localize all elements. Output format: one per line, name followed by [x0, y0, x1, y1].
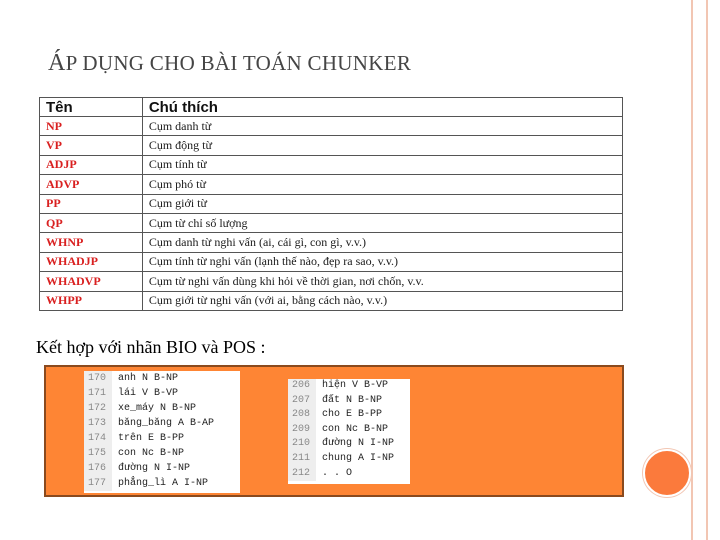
- line-number: 176: [84, 461, 112, 476]
- description-cell: Cụm động từ: [142, 136, 622, 155]
- code-sample-right: [288, 379, 410, 484]
- code-sample-left: [84, 371, 240, 493]
- tag-cell: WHNP: [40, 233, 143, 252]
- table-row: [40, 233, 623, 252]
- tag-cell: ADVP: [40, 175, 143, 194]
- header-description: Chú thích: [142, 98, 622, 117]
- line-number: 171: [84, 386, 112, 401]
- line-number: 206: [288, 379, 316, 394]
- table-row: [40, 291, 623, 310]
- code-text: con Nc B-NP: [118, 448, 185, 459]
- bio-pos-caption: Kết hợp với nhãn BIO và POS :: [36, 337, 266, 357]
- table-row: [40, 272, 623, 291]
- tag-cell: VP: [40, 136, 143, 155]
- table-row: [40, 194, 623, 213]
- tag-cell: PP: [40, 194, 143, 213]
- table-row: [40, 175, 623, 194]
- table-row: [40, 117, 623, 136]
- decorative-border-line: [706, 0, 708, 540]
- code-line: [84, 416, 240, 431]
- code-text: anh N B-NP: [118, 373, 179, 384]
- code-line: [84, 461, 240, 476]
- code-line: [288, 394, 410, 409]
- code-line: [288, 437, 410, 452]
- tag-cell: WHADVP: [40, 272, 143, 291]
- title-first-letter: Á: [48, 50, 66, 76]
- code-line: [84, 401, 240, 416]
- code-line: [288, 379, 410, 394]
- header-name: Tên: [40, 98, 143, 117]
- code-text: lái V B-VP: [118, 388, 179, 399]
- line-number: 207: [288, 394, 316, 409]
- line-number: 177: [84, 476, 112, 491]
- line-number: 175: [84, 446, 112, 461]
- code-line: [84, 431, 240, 446]
- code-text: đường N I-NP: [118, 463, 191, 474]
- line-number: 174: [84, 431, 112, 446]
- description-cell: Cụm phó từ: [142, 175, 622, 194]
- code-line: [84, 476, 240, 491]
- code-text: trên E B-PP: [118, 433, 185, 444]
- code-line: [288, 452, 410, 467]
- description-cell: Cụm danh từ nghi vấn (ai, cái gì, con gì, v.v.): [142, 233, 622, 252]
- code-text: đất N B-NP: [322, 394, 383, 406]
- description-cell: Cụm giới từ nghi vấn (với ai, bằng cách nào, v.v.): [142, 291, 622, 310]
- code-line: [288, 408, 410, 423]
- table-row: [40, 136, 623, 155]
- code-text: cho E B-PP: [322, 409, 383, 421]
- tag-cell: WHADJP: [40, 252, 143, 271]
- code-text: đường N I-NP: [322, 438, 395, 450]
- line-number: 209: [288, 423, 316, 438]
- description-cell: Cụm từ chỉ số lượng: [142, 213, 622, 232]
- example-panel: [44, 365, 624, 497]
- table-row: [40, 213, 623, 232]
- description-cell: Cụm giới từ: [142, 194, 622, 213]
- description-cell: Cụm tính từ nghi vấn (lạnh thế nào, đẹp ra sao, v.v.): [142, 252, 622, 271]
- phrase-tag-table-container: [39, 97, 623, 311]
- code-text: con Nc B-NP: [322, 423, 389, 435]
- code-text: băng_băng A B-AP: [118, 418, 215, 429]
- phrase-tag-table: [39, 97, 623, 311]
- decorative-border-line: [691, 0, 693, 540]
- table-header-row: [40, 98, 623, 117]
- code-text: . . O: [322, 467, 353, 479]
- tag-cell: NP: [40, 117, 143, 136]
- code-line: [84, 386, 240, 401]
- line-number: 208: [288, 408, 316, 423]
- code-text: xe_máy N B-NP: [118, 403, 197, 414]
- line-number: 212: [288, 467, 316, 482]
- table-row: [40, 155, 623, 174]
- decorative-circle: [643, 449, 691, 497]
- description-cell: Cụm tính từ: [142, 155, 622, 174]
- code-text: chung A I-NP: [322, 452, 395, 464]
- code-text: hiện V B-VP: [322, 380, 389, 391]
- line-number: 173: [84, 416, 112, 431]
- code-line: [288, 423, 410, 438]
- line-number: 210: [288, 437, 316, 452]
- line-number: 170: [84, 371, 112, 386]
- tag-cell: QP: [40, 213, 143, 232]
- code-line: [84, 446, 240, 461]
- description-cell: Cụm danh từ: [142, 117, 622, 136]
- title-rest: P DỤNG CHO BÀI TOÁN CHUNKER: [65, 51, 412, 75]
- tag-cell: WHPP: [40, 291, 143, 310]
- slide-title: [48, 50, 411, 77]
- description-cell: Cụm từ nghi vấn dùng khi hỏi về thời gian, nơi chốn, v.v.: [142, 272, 622, 291]
- code-text: phẳng_lì A I-NP: [118, 478, 209, 489]
- code-line: [84, 371, 240, 386]
- line-number: 211: [288, 452, 316, 467]
- line-number: 172: [84, 401, 112, 416]
- code-line: [288, 467, 410, 482]
- table-row: [40, 252, 623, 271]
- tag-cell: ADJP: [40, 155, 143, 174]
